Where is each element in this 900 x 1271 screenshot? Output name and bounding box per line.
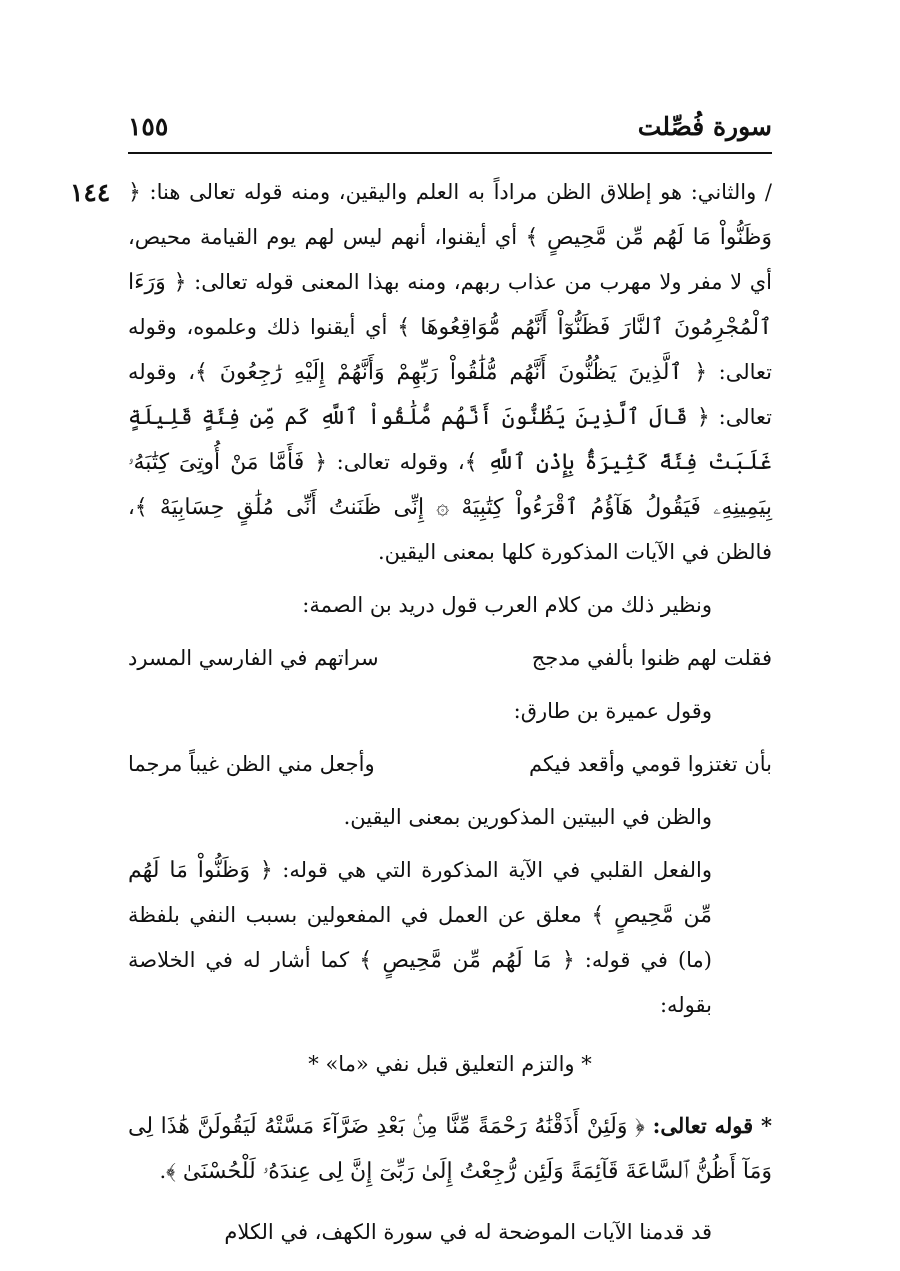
verse-second-hemistich: وأجعل مني الظن غيباً مرجما [128,752,375,776]
alfiyya-couplet: * والتزم التعليق قبل نفي «ما» * [308,1052,592,1076]
verse-heading: * قوله تعالى: [644,1113,772,1138]
text-segment: والفعل القلبي في الآية المذكورة التي هي قوله: [272,858,713,882]
quran-quote: ﴿ وَلَئِنْ أَذَقْنَٰهُ رَحْمَةً مِّنَّا مِنۢ بَعْدِ ضَرَّآءَ مَسَّتْهُ لَيَقُولَنَّ هَٰذَا لِى وَمَآ أَظُنُّ ٱلسَّاعَةَ قَآئِمَةً وَلَئِن رُّجِعْتُ إِلَىٰ رَبِّىٓ إِنَّ لِى عِندَهُۥ لَلْحُسْنَىٰ ﴾ [128,1114,772,1184]
verse-second-hemistich: سراتهم في الفارسي المسرد [128,646,379,670]
paragraph-heart-verb [128,848,772,1028]
text-segment: / والثاني: هو إطلاق الظن مراداً به العلم واليقين، ومنه قوله تعالى هنا: [140,180,772,204]
page-number: ١٥٥ [128,112,169,141]
paragraph-two-verses: والظن في البيتين المذكورين بمعنى اليقين. [343,805,712,829]
verse-first-hemistich: فقلت لهم ظنوا بألفي مدجج [531,646,772,670]
surah-title: سورة فُصِّلت [637,112,772,141]
margin-page-reference: ١٤٤ [70,178,111,207]
text-segment: ، وقوله تعالى: [128,360,772,429]
quran-quote: ﴿ مَا لَهُم مِّن مَّحِيصٍ ﴾ [359,948,575,973]
paragraph-kahf-reference: قد قدمنا الآيات الموضحة له في سورة الكهف، في الكلام [224,1220,712,1244]
verse-first-hemistich: بأن تغتزوا قومي وأقعد فيكم [529,752,772,776]
quran-quote: ﴿ وَظَنُّواْ مَا لَهُم مِّن مَّحِيصٍ ﴾ [128,858,712,928]
text-segment: . [159,1159,167,1183]
paragraph-new-verse [128,1103,772,1194]
text-segment: معلق عن العمل في المفعولين بسبب النفي بلفظة (ما) في قوله: [128,903,712,972]
text-segment: ، وقوله تعالى: [327,450,465,474]
paragraph-durayd: ونظير ذلك من كلام العرب قول دريد بن الصمة: [302,593,712,617]
text-segment: كما أشار له في الخلاصة بقوله: [128,948,712,1017]
quran-quote: ﴿ وَرَءَا ٱلْمُجْرِمُونَ ٱلنَّارَ فَظَنُّوٓاْ أَنَّهُم مُّوَاقِعُوهَا ﴾ [128,270,772,340]
quran-quote: ﴿ قَالَ ٱلَّذِينَ يَظُنُّونَ أَنَّهُم مُّلَٰقُواْ ٱللَّهِ كَم مِّن فِئَةٍ قَلِيلَةٍ غَلَبَتْ فِئَةً كَثِيرَةًۢ بِإِذْنِ ٱللَّهِ ﴾ [128,405,773,475]
text-segment: ، فالظن في الآيات المذكورة كلها بمعنى اليقين. [128,495,772,564]
page-header [128,108,772,154]
paragraph-umayra: وقول عميرة بن طارق: [513,699,712,723]
quran-quote: ﴿ فَأَمَّا مَنْ أُوتِىَ كِتَٰبَهُۥ بِيَمِينِهِۦ فَيَقُولُ هَآؤُمُ ٱقْرَءُواْ كِتَٰبِيَهْ ۞ إِنِّى ظَنَنتُ أَنِّى مُلَٰقٍ حِسَابِيَهْ ﴾ [128,450,772,520]
text-segment: أي أيقنوا، أنهم ليس لهم يوم القيامة محيص، أي لا مفر ولا مهرب من عذاب ربهم، ومنه بهذا المعنى قوله تعالى: [128,225,772,294]
poetry-verse-1 [128,636,772,681]
page-body [128,170,772,1255]
paragraph-second-meaning [128,170,772,575]
text-segment: أي أيقنوا ذلك وعلموه، وقوله تعالى: [128,315,772,384]
quran-quote: ﴿ وَظَنُّواْ مَا لَهُم مِّن مَّحِيصٍ ﴾ [128,180,772,250]
quran-quote: ﴿ ٱلَّذِينَ يَظُنُّونَ أَنَّهُم مُّلَٰقُواْ رَبِّهِمْ وَأَنَّهُمْ إِلَيْهِ رَٰجِعُونَ ﴾ [194,360,708,385]
poetry-verse-2 [128,742,772,787]
